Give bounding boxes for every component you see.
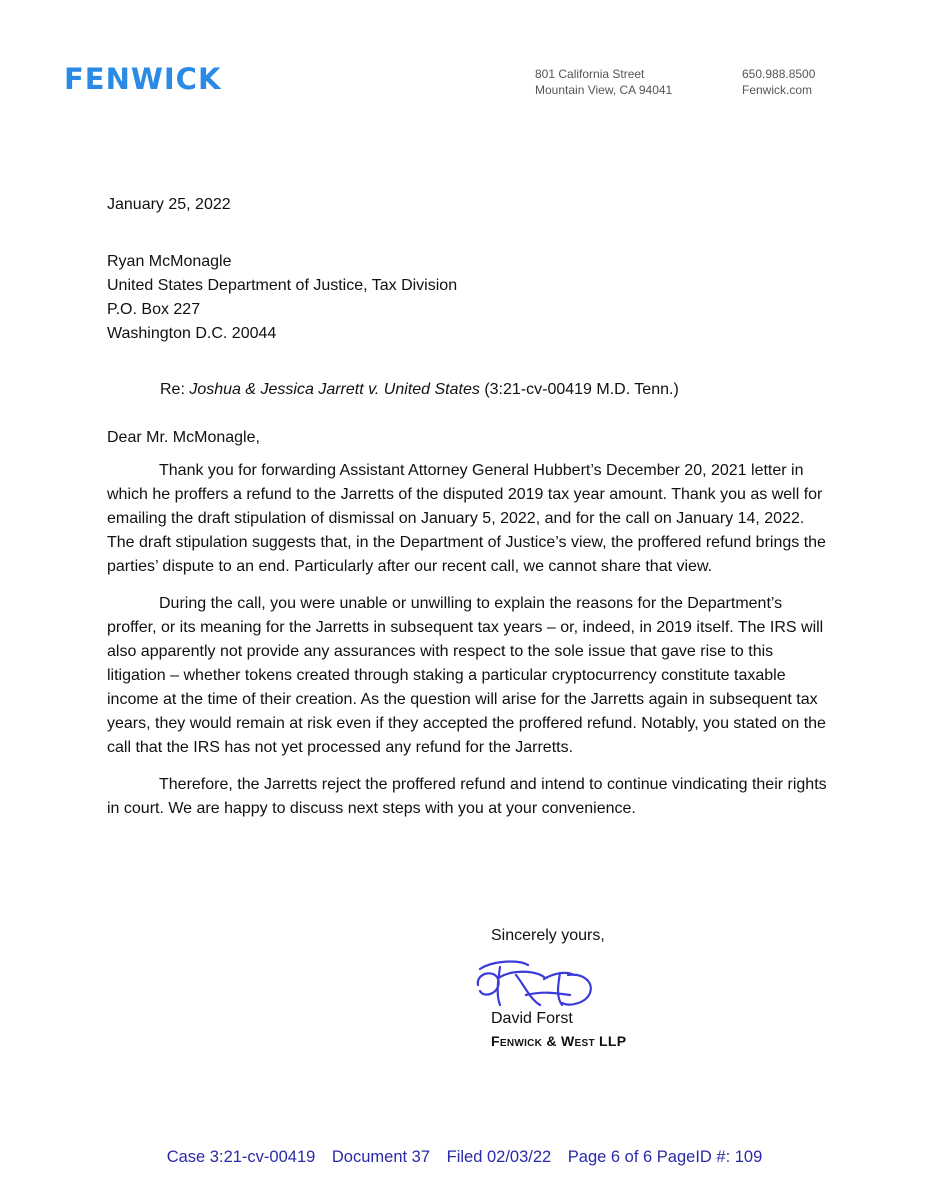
letterhead-contact: [742, 66, 815, 98]
address-line-1: 801 California Street: [535, 67, 645, 81]
letter-date: January 25, 2022: [107, 196, 231, 213]
footer-document: Document 37: [331, 1148, 431, 1166]
footer-filed-date: Filed 02/03/22: [446, 1148, 552, 1166]
letterhead-address: [535, 66, 672, 98]
closing: Sincerely yours,: [491, 927, 605, 944]
website: Fenwick.com: [742, 83, 813, 97]
signer-name: David Forst: [491, 1010, 573, 1027]
fenwick-logo: FENWICK: [64, 62, 222, 96]
firm-name: Fenwick & West LLP: [491, 1033, 627, 1049]
body-paragraph-1: Thank you for forwarding Assistant Attorney General Hubbert’s December 20, 2021 letter in which he proffers a refund to the Jarretts of the disputed 2019 tax year amount. Thank you as well for emailing the draft stipulation of dismissal on January 5, 2022, and for the call on January 14, 2022. The draft stipulation suggests that, in the Department of Justice’s view, the proffered refund brings the parties’ dispute to an end. Particularly after our recent call, we cannot share that view.: [107, 462, 826, 575]
re-label: Re:: [160, 381, 185, 398]
salutation: Dear Mr. McMonagle,: [107, 429, 260, 446]
footer-case-number: Case 3:21-cv-00419: [166, 1148, 316, 1166]
phone-number: 650.988.8500: [742, 67, 816, 81]
address-line-2: Mountain View, CA 94041: [535, 83, 673, 97]
recipient-name: Ryan McMonagle: [107, 253, 232, 270]
body-paragraph-2: During the call, you were unable or unwilling to explain the reasons for the Department’s proffer, or its meaning for the Jarretts in subsequent tax years – or, indeed, in 2019 itself. The IRS will also apparently not provide any assurances with respect to the sole issue that gave rise to this litigation – whether tokens created through staking a particular cryptocurrency constitute taxable income at the time of their creation. As the question will arise for the Jarretts again in subsequent tax years, they would remain at risk even if they accepted the proffered refund. Notably, you stated on the call that the IRS has not yet processed any refund for the Jarretts.: [107, 595, 826, 756]
recipient-po-box: P.O. Box 227: [107, 301, 201, 318]
recipient-block: [107, 250, 827, 346]
body-paragraph-3: Therefore, the Jarretts reject the proffered refund and intend to continue vindicating their rights in court. We are happy to discuss next steps with you at your convenience.: [107, 776, 827, 817]
re-case-name: Joshua & Jessica Jarrett v. United States: [189, 381, 480, 398]
recipient-city: Washington D.C. 20044: [107, 325, 277, 342]
recipient-organization: United States Department of Justice, Tax Division: [107, 277, 458, 294]
re-line: [160, 378, 679, 402]
footer-page-id: Page 6 of 6 PageID #: 109: [567, 1148, 763, 1166]
handwritten-signature: [470, 955, 610, 1015]
re-case-number: (3:21-cv-00419 M.D. Tenn.): [484, 381, 679, 398]
court-filing-footer: [0, 1148, 929, 1167]
letter-body: [107, 459, 827, 834]
